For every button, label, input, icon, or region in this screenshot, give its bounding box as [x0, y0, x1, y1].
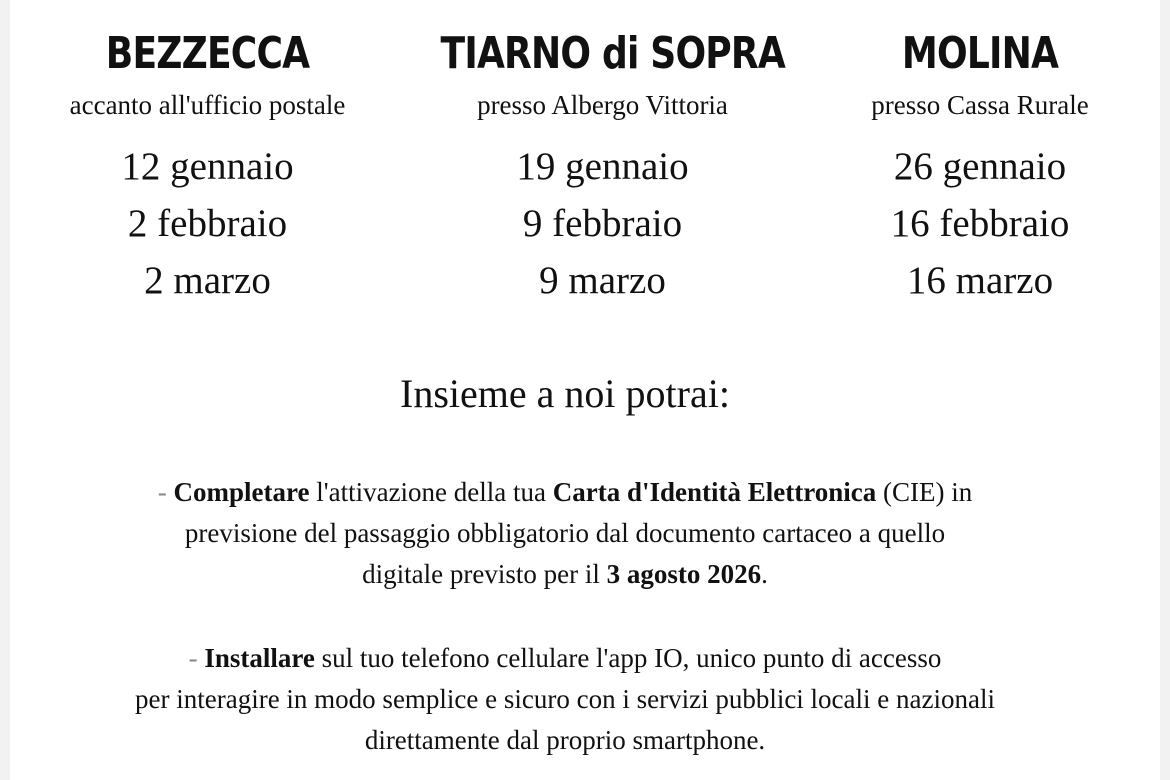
paragraph-line — [10, 554, 1120, 595]
date-item: 16 marzo — [906, 259, 1054, 302]
date-item: 2 marzo — [144, 259, 271, 302]
app-io-paragraph — [10, 638, 1120, 761]
town-name: BEZZECCA — [105, 28, 310, 79]
town-venue: presso Albergo Vittoria — [477, 90, 728, 120]
date-item: 9 febbraio — [522, 202, 683, 245]
paragraph-line: per interagire in modo semplice e sicuro con i servizi pubblici locali e nazionali — [135, 684, 995, 714]
date-item: 9 marzo — [539, 259, 666, 302]
paragraph-line — [10, 472, 1120, 513]
date-list — [405, 138, 800, 309]
town-venue: presso Cassa Rurale — [871, 90, 1089, 120]
flyer-page — [10, 0, 1160, 780]
paragraph-line: previsione del passaggio obbligatorio dal documento cartaceo a quello — [184, 518, 946, 548]
location-column-tiarno — [405, 26, 800, 309]
date-item: 26 gennaio — [893, 145, 1067, 188]
date-list — [780, 138, 1170, 309]
body-text: . — [761, 559, 768, 589]
date-item: 19 gennaio — [516, 145, 689, 188]
date-item: 2 febbraio — [127, 202, 288, 245]
date-item: 16 febbraio — [890, 202, 1070, 245]
highlight-text: Carta d'Identità Elettronica — [552, 477, 877, 507]
body-text: l'attivazione della tua — [309, 477, 553, 507]
body-text: digitale previsto per il — [362, 559, 607, 589]
highlight-text: Installare — [204, 643, 315, 673]
location-column-bezzecca — [10, 26, 405, 309]
paragraph-line — [10, 638, 1120, 679]
section-heading: Insieme a noi potrai: — [400, 371, 730, 416]
highlight-text: 3 agosto 2026 — [606, 559, 762, 589]
town-venue: accanto all'ufficio postale — [69, 90, 346, 120]
bullet-dash: - — [157, 477, 174, 507]
date-item: 12 gennaio — [121, 145, 294, 188]
body-text: sul tuo telefono cellulare l'app IO, unico punto di accesso — [314, 643, 942, 673]
cie-paragraph — [10, 472, 1120, 595]
body-text: (CIE) in — [876, 477, 973, 507]
bullet-dash: - — [188, 643, 205, 673]
location-column-molina — [780, 26, 1170, 309]
town-name: TIARNO di SOPRA — [440, 28, 785, 79]
date-list — [10, 138, 405, 309]
highlight-text: Completare — [173, 477, 310, 507]
town-name: MOLINA — [901, 28, 1059, 79]
paragraph-line: direttamente dal proprio smartphone. — [364, 725, 766, 755]
